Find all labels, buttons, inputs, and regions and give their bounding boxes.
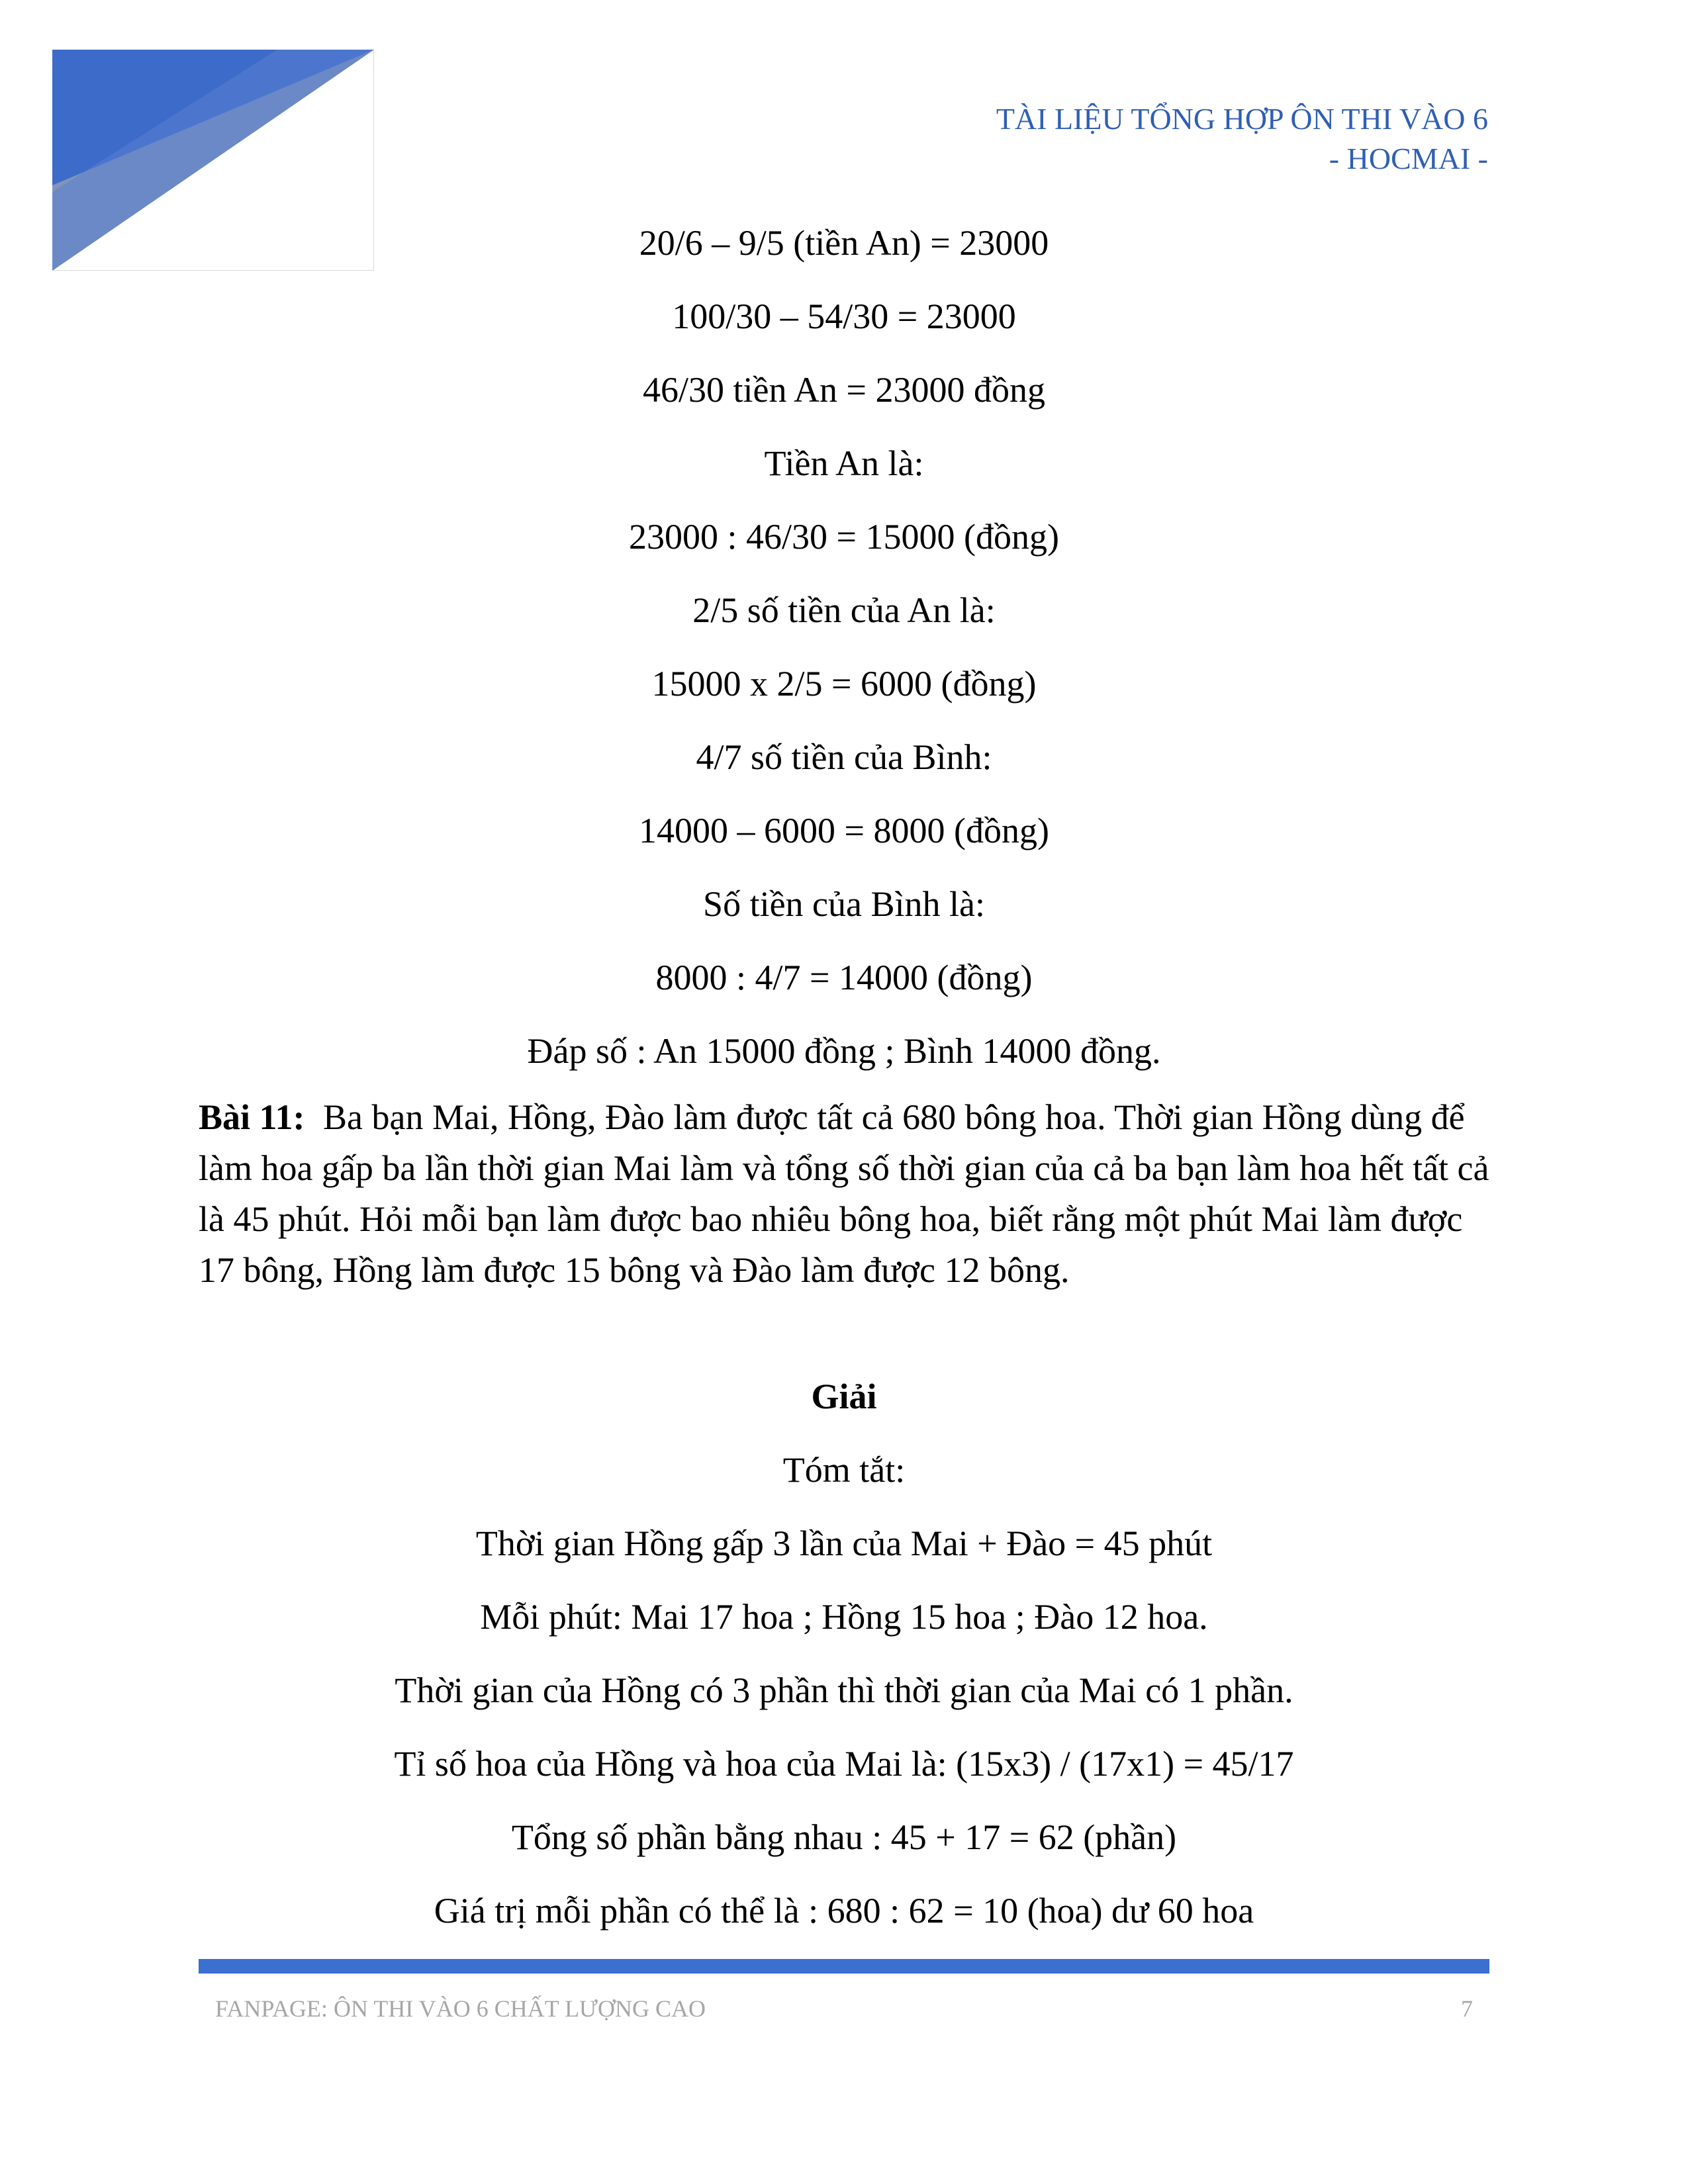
calc-line: 4/7 số tiền của Bình: — [696, 737, 992, 777]
footer-fanpage: FANPAGE: ÔN THI VÀO 6 CHẤT LƯỢNG CAO — [215, 1995, 706, 2022]
document-header — [996, 99, 1488, 179]
solution-line: Giá trị mỗi phần có thể là : 680 : 62 = 10 (hoa) dư 60 hoa — [434, 1891, 1254, 1931]
problem-text: Ba bạn Mai, Hồng, Đào làm được tất cả 680 bông hoa. Thời gian Hồng dùng để làm hoa gấp ba lần thời gian Mai làm và tổng số thời gian của cả ba bạn làm hoa hết tất cả là 45 phút. Hỏi mỗi bạn làm được bao nhiêu bông hoa, biết rằng một phút Mai làm được 17 bông, Hồng làm được 15 bông và Đào làm được 12 bông. — [199, 1097, 1489, 1290]
solution-line: Thời gian của Hồng có 3 phần thì thời gian của Mai có 1 phần. — [395, 1670, 1293, 1710]
solution-heading: Giải — [811, 1377, 877, 1416]
solution-line: Tỉ số hoa của Hồng và hoa của Mai là: (15x3) / (17x1) = 45/17 — [394, 1744, 1294, 1784]
calc-line: 46/30 tiền An = 23000 đồng — [643, 370, 1045, 410]
answer-line: Đáp số : An 15000 đồng ; Bình 14000 đồng. — [527, 1031, 1161, 1071]
solution-line: Thời gian Hồng gấp 3 lần của Mai + Đào = 45 phút — [475, 1524, 1213, 1563]
calc-line: Số tiền của Bình là: — [703, 884, 985, 924]
calc-line: 14000 – 6000 = 8000 (đồng) — [639, 811, 1049, 850]
solution-line: Tổng số phần bằng nhau : 45 + 17 = 62 (phần) — [511, 1817, 1177, 1857]
calc-line: 23000 : 46/30 = 15000 (đồng) — [629, 517, 1059, 557]
calc-line: 2/5 số tiền của An là: — [692, 590, 996, 630]
footer-divider — [199, 1959, 1489, 1974]
calc-line: Tiền An là: — [764, 443, 924, 483]
solution-line: Tóm tắt: — [782, 1450, 906, 1490]
problem-label: Bài 11: — [199, 1097, 305, 1137]
solution-line: Mỗi phút: Mai 17 hoa ; Hồng 15 hoa ; Đào 12 hoa. — [480, 1597, 1208, 1637]
calc-line: 8000 : 4/7 = 14000 (đồng) — [655, 958, 1033, 997]
page-number: 7 — [1461, 1995, 1473, 2022]
calc-line: 15000 x 2/5 = 6000 (đồng) — [651, 664, 1037, 704]
calc-line: 20/6 – 9/5 (tiền An) = 23000 — [639, 223, 1049, 263]
calc-line: 100/30 – 54/30 = 23000 — [672, 296, 1016, 336]
problem-statement — [199, 1092, 1489, 1296]
solution-block — [199, 1372, 1489, 1960]
header-title: TÀI LIỆU TỔNG HỢP ÔN THI VÀO 6 — [996, 102, 1488, 136]
header-subtitle: - HOCMAI - — [1329, 142, 1488, 175]
calculation-block — [199, 218, 1489, 1100]
